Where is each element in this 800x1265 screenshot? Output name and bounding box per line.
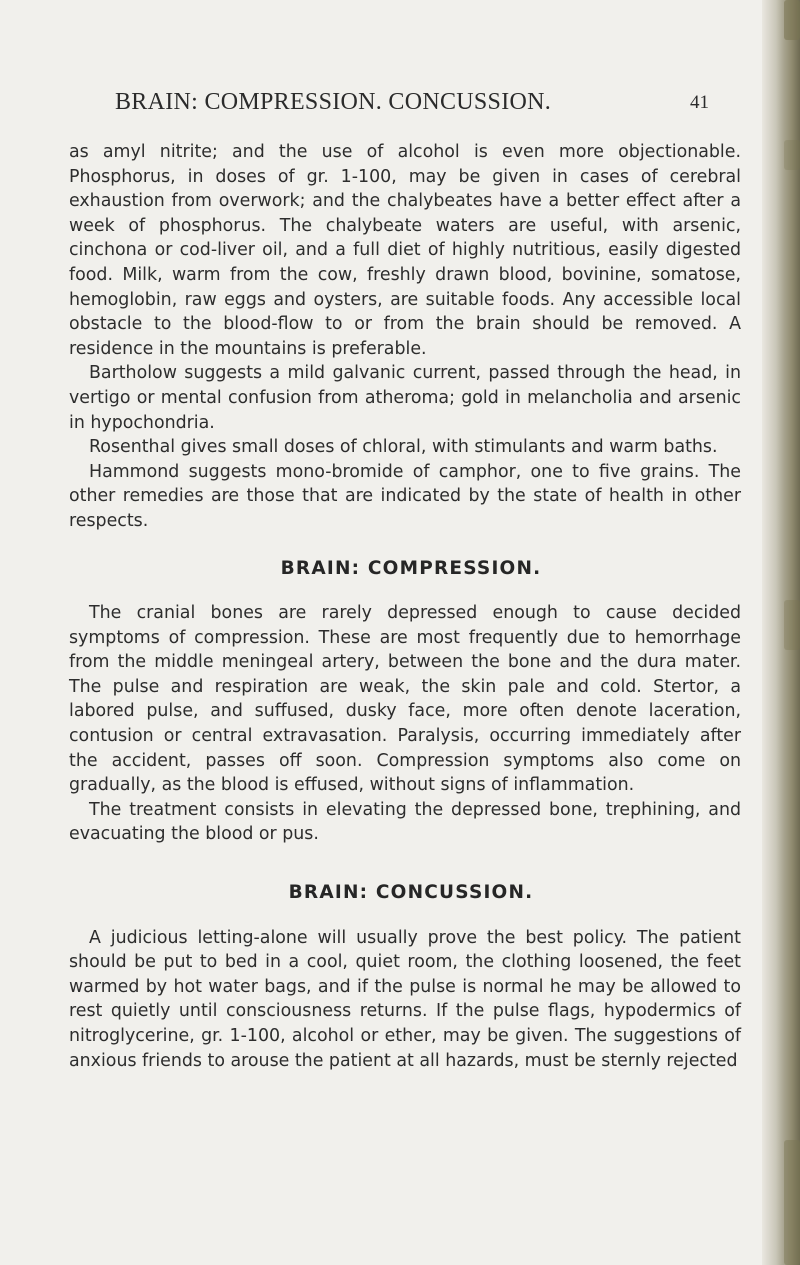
- paragraph: Bartholow suggests a mild galvanic current, passed through the head, in vertigo or mental confusion from atheroma; gold in melancholia and arsenic in hypochondria.: [69, 363, 741, 433]
- section-heading-compression: BRAIN: COMPRESSION.: [280, 557, 542, 579]
- paragraph: The treatment consists in elevating the depressed bone, trephining, and evacuating the blood or pus.: [69, 799, 741, 845]
- paragraph: Hammond suggests mono-bromide of camphor, one to five grains. The other remedies are those that are indicated by the state of health in other respects.: [69, 461, 741, 531]
- paragraph: Rosenthal gives small doses of chloral, with stimulants and warm baths.: [89, 437, 718, 458]
- paragraph: The cranial bones are rarely depressed enough to cause decided symptoms of compression. These are most frequently due to hemorrhage from the middle meningeal artery, between the bone and the dura mater. The pulse and respiration are weak, the skin pale and cold. Stertor, a labored pulse, and suffused, dusky face, more often denote laceration, contusion or central extravasation. Paralysis, occurring immediately after the accident, passes off soon. Compression symptoms also come on gradually, as the blood is effused, without signs of inflammation.: [69, 603, 741, 796]
- body-text: [69, 140, 741, 1073]
- paragraph: A judicious letting-alone will usually prove the best policy. The patient should be put to bed in a cool, quiet room, the clothing loosened, the feet warmed by hot water bags, and if the pulse is normal he may be allowed to rest quietly until consciousness returns. If the pulse flags, hypodermics of nitroglycerine, gr. 1-100, alcohol or ether, may be given. The suggestions of anxious friends to arouse the patient at all hazards, must be sternly rejected: [69, 927, 741, 1071]
- page-number: 41: [690, 92, 709, 113]
- binding-edge: [762, 0, 800, 1265]
- section-heading-concussion: BRAIN: CONCUSSION.: [288, 882, 534, 904]
- paragraph: as amyl nitrite; and the use of alcohol is even more objectionable. Phosphorus, in doses of gr. 1-100, may be given in cases of cerebral exhaustion from overwork; and the chalybeates have a better effect after a week of phosphorus. The chalybeate waters are useful, with arsenic, cinchona or cod-liver oil, and a full diet of highly nutritious, easily digested food. Milk, warm from the cow, freshly drawn blood, bovinine, somatose, hemoglobin, raw eggs and oysters, are suitable foods. Any accessible local obstacle to the blood-flow to or from the brain should be removed. A residence in the mountains is preferable.: [69, 142, 741, 359]
- running-head: BRAIN: COMPRESSION. CONCUSSION.: [115, 89, 552, 115]
